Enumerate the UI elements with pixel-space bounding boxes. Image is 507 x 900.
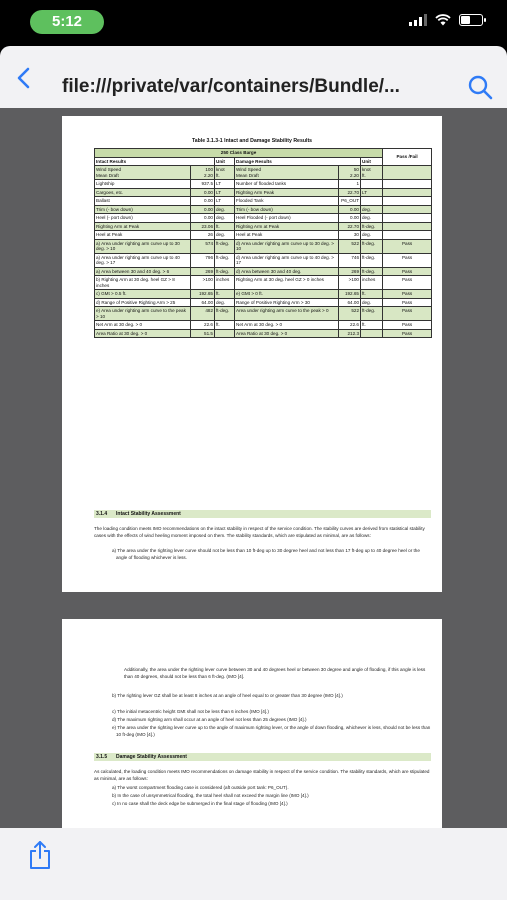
chevron-left-icon[interactable] bbox=[14, 66, 36, 90]
row-intact-value: 0.00 bbox=[191, 197, 215, 206]
row-intact-label: a) Area under righting arm curve up to 30 deg. > 10 bbox=[95, 239, 191, 253]
status-bar bbox=[0, 0, 507, 46]
row-intact-label: Lightship bbox=[95, 180, 191, 189]
row-damage-value: 30 bbox=[339, 231, 361, 240]
row-intact-value: 100 2.20 bbox=[191, 166, 215, 180]
row-damage-value: 269 bbox=[339, 267, 361, 276]
header-pass-fail: Pass /Fail bbox=[383, 149, 432, 166]
row-damage-value: 22.70 bbox=[339, 222, 361, 231]
row-damage-unit bbox=[361, 329, 383, 338]
row-damage-label: d) Area under righting arm curve up to 30 deg. > 10 bbox=[235, 239, 339, 253]
row-intact-unit: LT bbox=[215, 197, 235, 206]
row-pass-fail bbox=[383, 188, 432, 197]
row-intact-unit: ft. bbox=[215, 222, 235, 231]
row-damage-label: Heel Flooded (- port down) bbox=[235, 214, 339, 223]
table-row bbox=[95, 307, 432, 321]
header-unit-damage: Unit bbox=[361, 157, 383, 166]
row-pass-fail: Pass bbox=[383, 298, 432, 307]
row-damage-label: d) Area between 30 and 40 deg. bbox=[235, 267, 339, 276]
row-intact-label: Wind Speed Mean Draft bbox=[95, 166, 191, 180]
damage-item-b: b) In the case of unsymmetrical flooding, the total heel shall not exceed the margin line (IMO [4].) bbox=[112, 793, 309, 798]
row-intact-unit: deg. bbox=[215, 298, 235, 307]
table-subtitle: 250 Class Barge bbox=[95, 149, 383, 158]
table-row bbox=[95, 239, 432, 253]
row-damage-unit: ft-deg. bbox=[361, 267, 383, 276]
row-pass-fail: Pass bbox=[383, 239, 432, 253]
damage-item-a: a) The worst compartment flooding case is considered (aft outside port tank: P6_OUT). bbox=[112, 785, 289, 790]
table-header-row bbox=[95, 157, 432, 166]
row-damage-value: 522 bbox=[339, 239, 361, 253]
row-intact-unit: deg. bbox=[215, 214, 235, 223]
table-title: Table 3.1.3-1 Intact and Damage Stability Results bbox=[191, 138, 313, 144]
row-intact-unit: LT bbox=[215, 188, 235, 197]
section-number: 3.1.4 bbox=[96, 511, 108, 517]
row-pass-fail: Pass bbox=[383, 290, 432, 299]
row-damage-unit: ft-deg. bbox=[361, 222, 383, 231]
intact-item-d: d) The maximum righting arm shall occur at an angle of heel not less than 25 degrees (IMO [4].) bbox=[112, 717, 307, 722]
row-intact-unit bbox=[215, 329, 235, 338]
damage-item-c: c) In no case shall the deck edge be submerged in the final stage of flooding (IMO [4].) bbox=[112, 801, 288, 806]
section-title: Damage Stability Assessment bbox=[116, 754, 187, 760]
row-intact-label: Net Arm at 30 deg. > 0 bbox=[95, 321, 191, 330]
row-intact-label: Heel (- port down) bbox=[95, 214, 191, 223]
row-intact-unit: knot ft. bbox=[215, 166, 235, 180]
row-pass-fail: Pass bbox=[383, 321, 432, 330]
row-intact-label: a) Area under righting arm curve up to 40 deg. > 17 bbox=[95, 253, 191, 267]
row-damage-label: Trim (- bow down) bbox=[235, 205, 339, 214]
row-damage-unit: LT bbox=[361, 188, 383, 197]
row-damage-unit: ft. bbox=[361, 290, 383, 299]
table-row bbox=[95, 180, 432, 189]
section-header-damage bbox=[94, 753, 431, 761]
row-intact-value: 482 bbox=[191, 307, 215, 321]
table-row bbox=[95, 267, 432, 276]
share-icon[interactable] bbox=[28, 840, 52, 870]
row-damage-label: Flooded Tank bbox=[235, 197, 339, 206]
row-pass-fail: Pass bbox=[383, 253, 432, 267]
row-pass-fail: Pass bbox=[383, 276, 432, 290]
table-row bbox=[95, 205, 432, 214]
row-damage-label: Range of Positive Righting Arm > 30 bbox=[235, 298, 339, 307]
table-row bbox=[95, 329, 432, 338]
row-intact-label: Cargoes, etc. bbox=[95, 188, 191, 197]
row-intact-value: 0.00 bbox=[191, 188, 215, 197]
table-row bbox=[95, 197, 432, 206]
row-damage-label: e) GMt > 0 ft. bbox=[235, 290, 339, 299]
document-viewer[interactable] bbox=[0, 108, 507, 828]
row-intact-value: 192.65 bbox=[191, 290, 215, 299]
row-damage-value: 212.3 bbox=[339, 329, 361, 338]
row-damage-unit: deg. bbox=[361, 205, 383, 214]
row-damage-unit: deg. bbox=[361, 231, 383, 240]
row-intact-value: >100 bbox=[191, 276, 215, 290]
row-pass-fail bbox=[383, 197, 432, 206]
section-title: Intact Stability Assessment bbox=[116, 511, 181, 517]
table-row bbox=[95, 188, 432, 197]
document-page-2 bbox=[62, 619, 442, 828]
row-pass-fail bbox=[383, 180, 432, 189]
navigation-bar bbox=[0, 46, 507, 108]
search-icon[interactable] bbox=[467, 74, 493, 100]
row-pass-fail: Pass bbox=[383, 307, 432, 321]
row-intact-value: 23.06 bbox=[191, 222, 215, 231]
row-intact-label: d) Range of Positive Righting Arm > 25 bbox=[95, 298, 191, 307]
additional-paragraph: Additionally, the area under the righting lever curve between 30 and 40 degrees heel or between 30 degree and angle of flooding, if this angle is less than 40 degrees, should not be less than 6 ft-deg. (IMO [4]. bbox=[124, 667, 426, 679]
row-damage-value: 22.6 bbox=[339, 321, 361, 330]
row-damage-label: Righting Arm at Peak bbox=[235, 222, 339, 231]
section-header-intact bbox=[94, 510, 431, 518]
table-row bbox=[95, 290, 432, 299]
row-damage-label: Area Ratio at 30 deg. > 0 bbox=[235, 329, 339, 338]
row-damage-unit: ft. bbox=[361, 321, 383, 330]
damage-paragraph: As calculated, the loading condition meets IMO recommendations on damage stability in respect of the service condition. The stability standards, which are stipulated as minimal, are as follows: bbox=[94, 769, 430, 781]
row-pass-fail: Pass bbox=[383, 329, 432, 338]
row-damage-value: 50 2.20 bbox=[339, 166, 361, 180]
battery-icon bbox=[459, 14, 483, 26]
row-damage-value: >100 bbox=[339, 276, 361, 290]
row-damage-value: 0.00 bbox=[339, 214, 361, 223]
section-number: 3.1.5 bbox=[96, 754, 108, 760]
row-intact-value: 574 bbox=[191, 239, 215, 253]
row-intact-unit: LT bbox=[215, 180, 235, 189]
row-damage-unit: ft-deg. bbox=[361, 239, 383, 253]
row-damage-value: 22.70 bbox=[339, 188, 361, 197]
row-intact-label: b) Righting Arm at 30 deg. heel GZ > 8 inches bbox=[95, 276, 191, 290]
row-damage-label: Wind Speed Mean Draft bbox=[235, 166, 339, 180]
row-intact-value: 796 bbox=[191, 253, 215, 267]
table-row bbox=[95, 214, 432, 223]
row-damage-unit: deg. bbox=[361, 298, 383, 307]
row-pass-fail bbox=[383, 166, 432, 180]
intact-item-c: c) The initial metacentric height GMt shall not be less than 6 inches (IMO [4].) bbox=[112, 709, 269, 714]
row-damage-unit: inches bbox=[361, 276, 383, 290]
row-damage-value: P6_OUT bbox=[339, 197, 361, 206]
document-page-1 bbox=[62, 116, 442, 592]
table-row bbox=[95, 166, 432, 180]
row-pass-fail: Pass bbox=[383, 267, 432, 276]
row-intact-value: 26 bbox=[191, 231, 215, 240]
row-pass-fail bbox=[383, 222, 432, 231]
row-intact-unit: ft-deg. bbox=[215, 253, 235, 267]
table-subtitle-row bbox=[95, 149, 432, 158]
row-damage-value: 522 bbox=[339, 307, 361, 321]
row-damage-unit: ft-deg. bbox=[361, 253, 383, 267]
row-damage-value: 0.00 bbox=[339, 205, 361, 214]
intact-item-e: e) The area under the righting lever curve up to the angle of maximum righting lever, or the angle of down flooding, whichever is less, should not be less than 10 ft-deg (IMO [4].) bbox=[112, 725, 431, 737]
stability-results-table bbox=[94, 148, 432, 338]
row-damage-label: Heel at Peak bbox=[235, 231, 339, 240]
row-damage-label: Righting Arm Peak bbox=[235, 188, 339, 197]
row-intact-value: 0.00 bbox=[191, 214, 215, 223]
row-damage-value: 1 bbox=[339, 180, 361, 189]
row-intact-label: Trim (- bow down) bbox=[95, 205, 191, 214]
row-damage-value: 64.00 bbox=[339, 298, 361, 307]
row-pass-fail bbox=[383, 214, 432, 223]
status-time: 5:12 bbox=[30, 10, 104, 34]
table-row bbox=[95, 222, 432, 231]
file-url-title: file:///private/var/containers/Bundle/... bbox=[62, 76, 400, 97]
table-row bbox=[95, 321, 432, 330]
row-intact-unit: ft-deg. bbox=[215, 307, 235, 321]
intact-item-b: b) The righting lever GZ shall be at least 8 inches at an angle of heel equal to or greater than 30 degree (IMO [4].) bbox=[112, 693, 343, 698]
row-intact-value: 269 bbox=[191, 267, 215, 276]
cellular-signal-icon bbox=[409, 14, 427, 26]
row-damage-label: Net Arm at 30 deg. > 0 bbox=[235, 321, 339, 330]
row-damage-label: Area under righting arm curve to the peak > 0 bbox=[235, 307, 339, 321]
row-damage-unit: ft-deg. bbox=[361, 307, 383, 321]
row-intact-value: 64.00 bbox=[191, 298, 215, 307]
row-damage-label: d) Area under righting arm curve up to 40 deg. > 17 bbox=[235, 253, 339, 267]
intact-item-a: a) The area under the righting lever curve should not be less than 10 ft-deg up to 30 degree heel and not less than 17 ft-deg up to 40 degree heel or the angle of flooding whichever is less. bbox=[112, 548, 420, 560]
header-intact: Intact Results bbox=[95, 157, 215, 166]
row-intact-label: Righting Arm at Peak bbox=[95, 222, 191, 231]
intact-paragraph: The loading condition meets IMO recommendations on the intact stability in respect of the service condition. The stability curves are derived from statistical stability cases with the effects of wind heeling moment imposed on them. The stability standards, which are stipulated as minimal, are as follows: bbox=[94, 526, 425, 538]
status-icons bbox=[409, 14, 483, 26]
row-intact-label: Heel at Peak bbox=[95, 231, 191, 240]
row-damage-unit bbox=[361, 197, 383, 206]
row-pass-fail bbox=[383, 205, 432, 214]
row-intact-label: c) GMt > 0.5 ft. bbox=[95, 290, 191, 299]
table-row bbox=[95, 253, 432, 267]
row-intact-label: Ballast bbox=[95, 197, 191, 206]
row-damage-value: 192.65 bbox=[339, 290, 361, 299]
table-row bbox=[95, 231, 432, 240]
row-intact-value: 22.6 bbox=[191, 321, 215, 330]
row-intact-value: 0.00 bbox=[191, 205, 215, 214]
row-intact-label: a) Area between 30 and 40 deg. > 6 bbox=[95, 267, 191, 276]
header-damage: Damage Results bbox=[235, 157, 361, 166]
wifi-icon bbox=[435, 14, 451, 26]
row-damage-unit: knot ft. bbox=[361, 166, 383, 180]
row-intact-unit: ft-deg. bbox=[215, 239, 235, 253]
table-row bbox=[95, 276, 432, 290]
row-intact-unit: ft. bbox=[215, 321, 235, 330]
row-intact-unit: ft-deg. bbox=[215, 267, 235, 276]
table-row bbox=[95, 298, 432, 307]
bottom-toolbar bbox=[0, 828, 507, 900]
row-intact-unit: inches bbox=[215, 276, 235, 290]
row-damage-unit bbox=[361, 180, 383, 189]
row-intact-value: 51.5 bbox=[191, 329, 215, 338]
row-damage-label: Righting Arm at 30 deg. heel GZ > 0 inches bbox=[235, 276, 339, 290]
header-unit-intact: Unit bbox=[215, 157, 235, 166]
row-intact-value: 937.5 bbox=[191, 180, 215, 189]
row-intact-unit: deg. bbox=[215, 205, 235, 214]
row-intact-label: Area Ratio at 30 deg. > 0 bbox=[95, 329, 191, 338]
row-intact-label: e) Area under righting arm curve to the peak > 10 bbox=[95, 307, 191, 321]
row-damage-unit: deg. bbox=[361, 214, 383, 223]
row-damage-value: 746 bbox=[339, 253, 361, 267]
row-damage-label: Number of flooded tanks bbox=[235, 180, 339, 189]
row-intact-unit: deg. bbox=[215, 231, 235, 240]
row-pass-fail bbox=[383, 231, 432, 240]
row-intact-unit: ft. bbox=[215, 290, 235, 299]
